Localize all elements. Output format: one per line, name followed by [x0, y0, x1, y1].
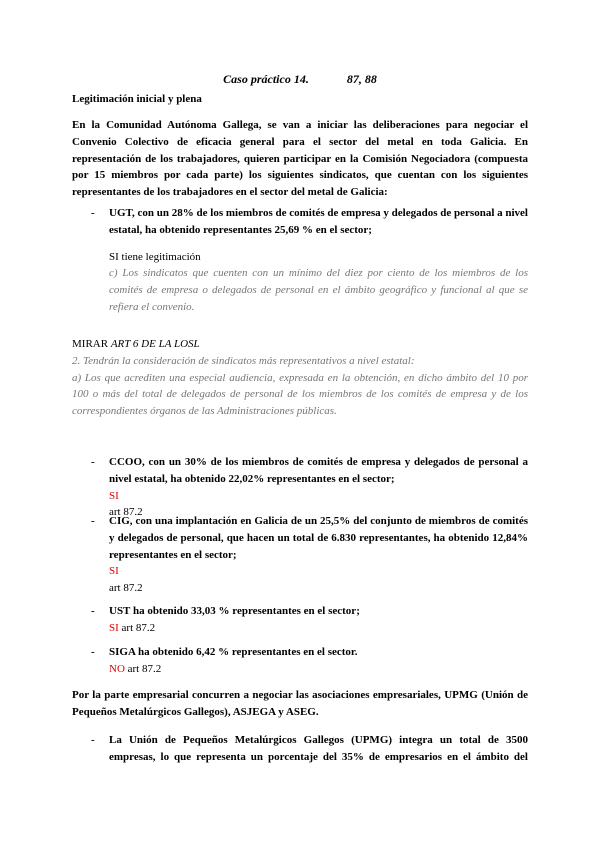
case-title: Caso práctico 14.	[223, 72, 309, 86]
list-item-cig	[72, 513, 528, 597]
case-articles: 87, 88	[346, 72, 377, 86]
siga-article: art 87.2	[127, 662, 162, 675]
bullet-dash: -	[91, 734, 95, 746]
cig-answer: SI	[109, 565, 119, 578]
losl-line2: a) Los que acrediten una especial audiencia, expresada en la obtención, en dicho ámbito del 10 por 100 o más del total de delegados de personal de los miembros de los comités de empresa y de los correspondientes órganos de las Administraciones públicas.	[72, 371, 528, 418]
page-title	[0, 72, 600, 87]
bullet-dash: -	[91, 605, 95, 617]
upmg-text: La Unión de Pequeños Metalúrgicos Gallegos (UPMG) integra un total de 3500 empresas, lo que representa un porcentaje del 35% de empresarios en el ámbito del	[109, 734, 528, 763]
ugt-text: UGT, con un 28% de los miembros de comités de empresa y delegados de personal a nivel estatal, ha obtenido representantes 25,69 % en el sector;	[109, 207, 528, 236]
bullet-dash: -	[91, 515, 95, 527]
losl-line1: 2. Tendrán la consideración de sindicatos más representativos a nivel estatal:	[72, 354, 415, 367]
losl-heading	[72, 336, 528, 353]
ust-text: UST ha obtenido 33,03 % representantes en el sector;	[109, 605, 360, 617]
cig-text: CIG, con una implantación en Galicia de un 25,5% del conjunto de miembros de comités y delegados de personal, que hacen un total de 6.830 representantes, ha obtenido 12,84% representantes en el sector;	[109, 515, 528, 561]
ust-article: art 87.2	[121, 621, 156, 634]
losl-ref: ART 6 DE LA LOSL	[110, 338, 200, 350]
list-item-ugt	[72, 205, 528, 316]
ugt-quote: c) Los sindicatos que cuenten con un mínimo del diez por ciento de los miembros de los comités de empresa o delegados de personal en el ámbito geográfico y funcional al que se refiera el convenio.	[109, 267, 528, 313]
ccoo-answer: SI	[109, 489, 119, 502]
list-item-ccoo	[72, 454, 528, 521]
ugt-answer: SI tiene legitimación	[109, 250, 201, 263]
bullet-dash: -	[91, 456, 95, 468]
losl-prefix: MIRAR	[72, 338, 111, 350]
bullet-dash: -	[91, 646, 95, 658]
cig-article: art 87.2	[109, 582, 143, 595]
list-item-siga	[72, 644, 528, 678]
ccoo-text: CCOO, con un 30% de los miembros de comités de empresa y delegados de personal a nivel estatal, ha obtenido 22,02% representantes en el sector;	[109, 456, 528, 485]
siga-answer: NO	[109, 662, 125, 675]
subtitle: Legitimación inicial y plena	[72, 93, 202, 105]
list-item-ust	[72, 603, 528, 637]
losl-block	[72, 336, 528, 420]
bullet-dash: -	[91, 207, 95, 219]
siga-text: SIGA ha obtenido 6,42 % representantes en el sector.	[109, 646, 358, 658]
employers-paragraph: Por la parte empresarial concurren a negociar las asociaciones empresariales, UPMG (Unión de Pequeños Metalúrgicos Gallegos), ASJEGA y ASEG.	[72, 689, 528, 718]
list-item-upmg	[72, 732, 528, 766]
ccoo-article: art 87.2	[109, 506, 143, 519]
ust-answer: SI	[109, 621, 119, 634]
intro-paragraph: En la Comunidad Autónoma Gallega, se van a iniciar las deliberaciones para negociar el Convenio Colectivo de eficacia general para el sector del metal en toda Galicia. En representación de los trabajadores, quieren participar en la Comisión Negociadora (compuesta por 15 miembros por cada parte) los siguientes sindicatos, que cuentan con los siguientes representantes de los trabajadores en el sector del metal de Galicia:	[72, 119, 528, 199]
